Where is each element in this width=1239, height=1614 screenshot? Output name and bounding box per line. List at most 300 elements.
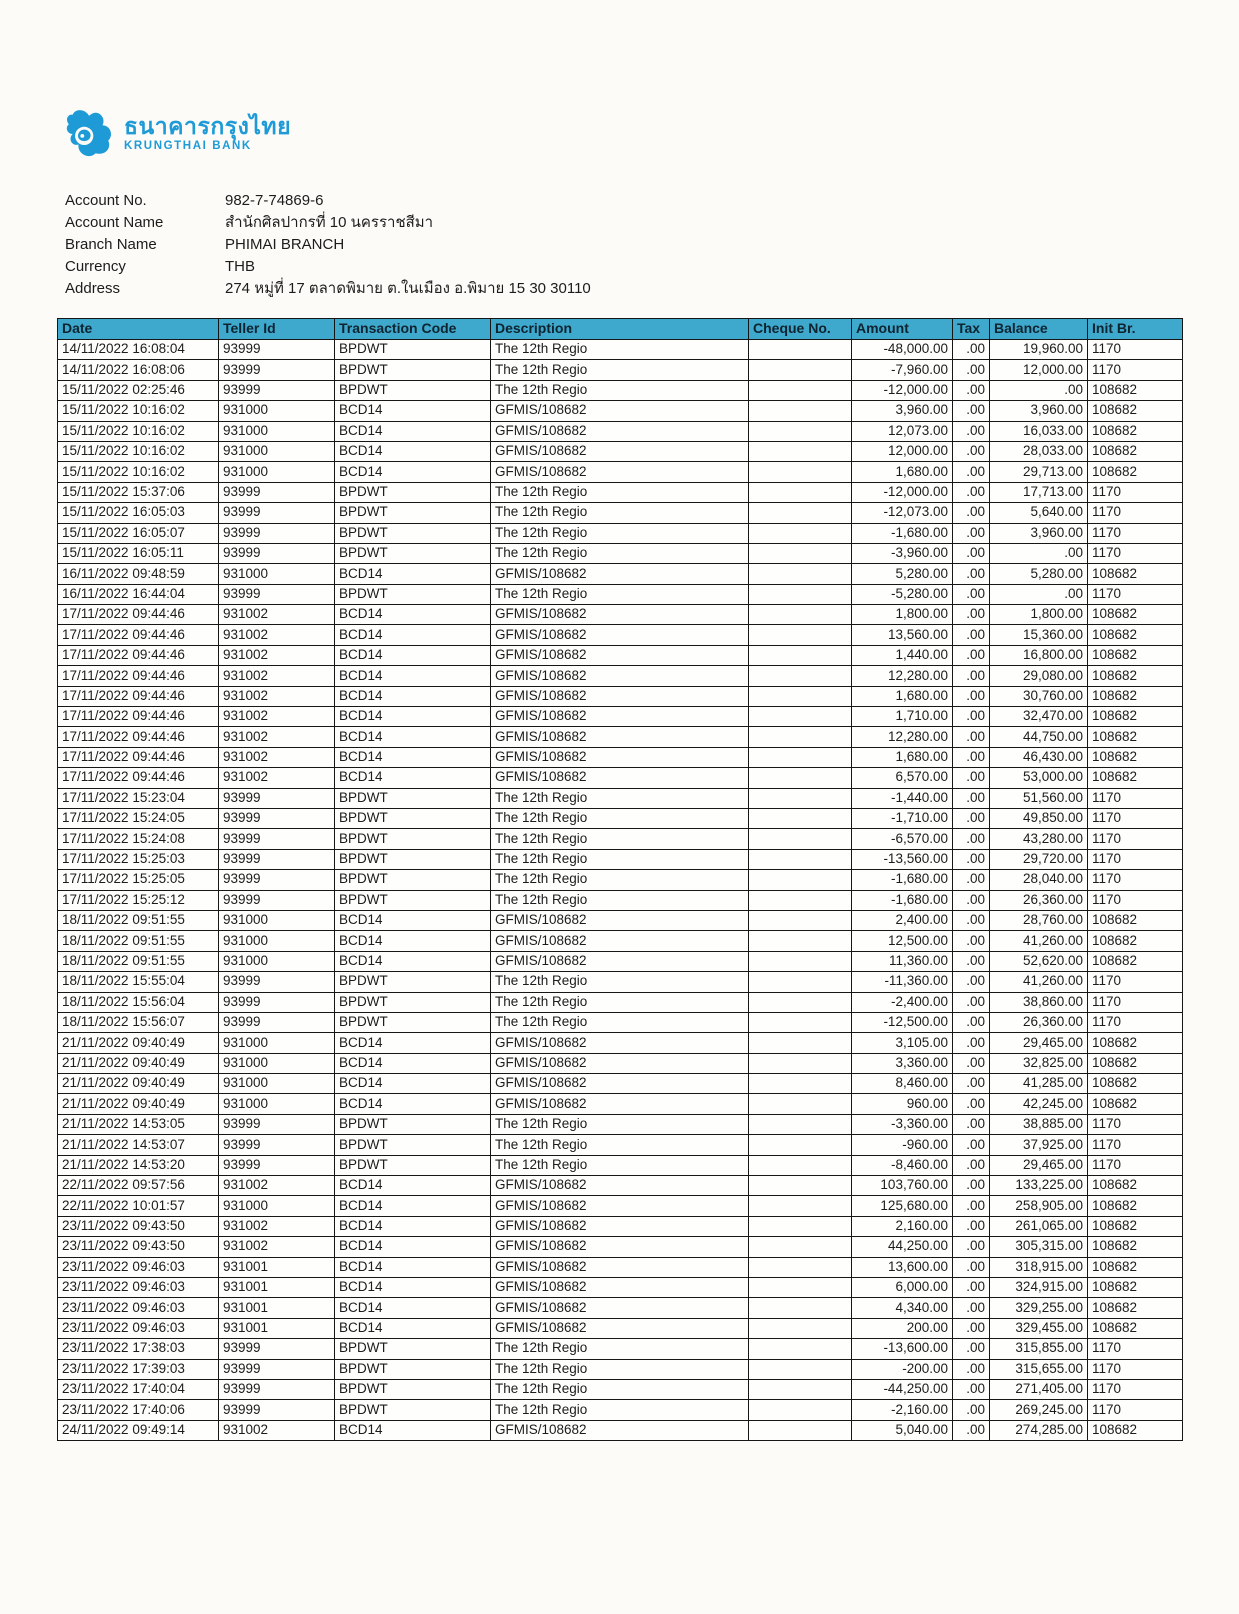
cell-init-br: 108682 bbox=[1088, 441, 1183, 461]
cell-cheque-no bbox=[749, 1318, 852, 1338]
cell-description: The 12th Regio bbox=[491, 1339, 749, 1359]
cell-tax: .00 bbox=[953, 421, 990, 441]
cell-init-br: 1170 bbox=[1088, 992, 1183, 1012]
cell-description: GFMIS/108682 bbox=[491, 727, 749, 747]
cell-transaction-code: BCD14 bbox=[335, 421, 491, 441]
cell-tax: .00 bbox=[953, 401, 990, 421]
branch-name-row bbox=[65, 234, 591, 256]
cell-description: The 12th Regio bbox=[491, 543, 749, 563]
cell-init-br: 1170 bbox=[1088, 543, 1183, 563]
cell-balance: .00 bbox=[990, 380, 1088, 400]
cell-teller-id: 93999 bbox=[219, 1155, 335, 1175]
cell-date: 17/11/2022 09:44:46 bbox=[58, 686, 219, 706]
cell-description: GFMIS/108682 bbox=[491, 1298, 749, 1318]
cell-teller-id: 931002 bbox=[219, 1420, 335, 1440]
cell-amount: 1,440.00 bbox=[852, 645, 953, 665]
cell-cheque-no bbox=[749, 1359, 852, 1379]
cell-init-br: 108682 bbox=[1088, 747, 1183, 767]
cell-date: 23/11/2022 09:46:03 bbox=[58, 1277, 219, 1297]
cell-init-br: 1170 bbox=[1088, 788, 1183, 808]
cell-transaction-code: BPDWT bbox=[335, 360, 491, 380]
cell-description: GFMIS/108682 bbox=[491, 1237, 749, 1257]
cell-tax: .00 bbox=[953, 788, 990, 808]
cell-tax: .00 bbox=[953, 1012, 990, 1032]
cell-amount: -7,960.00 bbox=[852, 360, 953, 380]
cell-balance: 41,260.00 bbox=[990, 931, 1088, 951]
cell-description: GFMIS/108682 bbox=[491, 1033, 749, 1053]
cell-transaction-code: BCD14 bbox=[335, 441, 491, 461]
cell-cheque-no bbox=[749, 1176, 852, 1196]
cell-cheque-no bbox=[749, 951, 852, 971]
cell-cheque-no bbox=[749, 849, 852, 869]
transaction-row bbox=[58, 1420, 1183, 1440]
cell-date: 15/11/2022 16:05:07 bbox=[58, 523, 219, 543]
cell-amount: 8,460.00 bbox=[852, 1074, 953, 1094]
cell-balance: 44,750.00 bbox=[990, 727, 1088, 747]
cell-init-br: 108682 bbox=[1088, 910, 1183, 930]
cell-date: 23/11/2022 09:43:50 bbox=[58, 1237, 219, 1257]
cell-init-br: 1170 bbox=[1088, 1339, 1183, 1359]
cell-cheque-no bbox=[749, 584, 852, 604]
cell-init-br: 108682 bbox=[1088, 686, 1183, 706]
cell-teller-id: 93999 bbox=[219, 1339, 335, 1359]
cell-cheque-no bbox=[749, 808, 852, 828]
cell-balance: 315,855.00 bbox=[990, 1339, 1088, 1359]
cell-date: 23/11/2022 09:46:03 bbox=[58, 1298, 219, 1318]
cell-balance: 29,720.00 bbox=[990, 849, 1088, 869]
cell-cheque-no bbox=[749, 482, 852, 502]
transaction-row bbox=[58, 645, 1183, 665]
cell-tax: .00 bbox=[953, 360, 990, 380]
cell-amount: -2,400.00 bbox=[852, 992, 953, 1012]
cell-transaction-code: BCD14 bbox=[335, 462, 491, 482]
cell-teller-id: 931002 bbox=[219, 666, 335, 686]
cell-cheque-no bbox=[749, 1216, 852, 1236]
cell-tax: .00 bbox=[953, 666, 990, 686]
cell-init-br: 108682 bbox=[1088, 380, 1183, 400]
cell-description: The 12th Regio bbox=[491, 584, 749, 604]
transaction-row bbox=[58, 1114, 1183, 1134]
cell-balance: 26,360.00 bbox=[990, 1012, 1088, 1032]
transaction-row bbox=[58, 1094, 1183, 1114]
cell-cheque-no bbox=[749, 645, 852, 665]
transaction-row bbox=[58, 808, 1183, 828]
cell-description: GFMIS/108682 bbox=[491, 1053, 749, 1073]
cell-balance: 318,915.00 bbox=[990, 1257, 1088, 1277]
bank-name-thai: ธนาคารกรุงไทย bbox=[124, 112, 292, 139]
cell-balance: 38,885.00 bbox=[990, 1114, 1088, 1134]
cell-teller-id: 93999 bbox=[219, 1400, 335, 1420]
cell-date: 14/11/2022 16:08:04 bbox=[58, 340, 219, 360]
cell-balance: 305,315.00 bbox=[990, 1237, 1088, 1257]
cell-date: 23/11/2022 17:38:03 bbox=[58, 1339, 219, 1359]
cell-balance: 51,560.00 bbox=[990, 788, 1088, 808]
cell-description: GFMIS/108682 bbox=[491, 1216, 749, 1236]
cell-transaction-code: BPDWT bbox=[335, 380, 491, 400]
cell-teller-id: 931002 bbox=[219, 768, 335, 788]
cell-init-br: 108682 bbox=[1088, 768, 1183, 788]
cell-balance: 26,360.00 bbox=[990, 890, 1088, 910]
cell-tax: .00 bbox=[953, 625, 990, 645]
cell-description: GFMIS/108682 bbox=[491, 1074, 749, 1094]
cell-tax: .00 bbox=[953, 727, 990, 747]
cell-tax: .00 bbox=[953, 1359, 990, 1379]
cell-teller-id: 93999 bbox=[219, 360, 335, 380]
header-teller-id: Teller Id bbox=[219, 319, 335, 340]
cell-description: GFMIS/108682 bbox=[491, 605, 749, 625]
cell-transaction-code: BCD14 bbox=[335, 1216, 491, 1236]
cell-transaction-code: BCD14 bbox=[335, 1237, 491, 1257]
cell-amount: -44,250.00 bbox=[852, 1379, 953, 1399]
cell-amount: -12,073.00 bbox=[852, 503, 953, 523]
cell-amount: -11,360.00 bbox=[852, 972, 953, 992]
cell-amount: 13,560.00 bbox=[852, 625, 953, 645]
cell-balance: 12,000.00 bbox=[990, 360, 1088, 380]
cell-teller-id: 931000 bbox=[219, 441, 335, 461]
cell-teller-id: 931000 bbox=[219, 1196, 335, 1216]
cell-init-br: 1170 bbox=[1088, 870, 1183, 890]
cell-balance: 16,800.00 bbox=[990, 645, 1088, 665]
cell-transaction-code: BPDWT bbox=[335, 992, 491, 1012]
cell-date: 17/11/2022 09:44:46 bbox=[58, 625, 219, 645]
cell-date: 18/11/2022 09:51:55 bbox=[58, 910, 219, 930]
cell-description: GFMIS/108682 bbox=[491, 768, 749, 788]
cell-tax: .00 bbox=[953, 870, 990, 890]
cell-transaction-code: BCD14 bbox=[335, 625, 491, 645]
transaction-row bbox=[58, 1359, 1183, 1379]
cell-cheque-no bbox=[749, 1053, 852, 1073]
cell-init-br: 1170 bbox=[1088, 340, 1183, 360]
cell-cheque-no bbox=[749, 1155, 852, 1175]
cell-teller-id: 931000 bbox=[219, 421, 335, 441]
cell-init-br: 1170 bbox=[1088, 849, 1183, 869]
cell-description: The 12th Regio bbox=[491, 972, 749, 992]
cell-transaction-code: BCD14 bbox=[335, 707, 491, 727]
transaction-row bbox=[58, 666, 1183, 686]
cell-transaction-code: BCD14 bbox=[335, 1176, 491, 1196]
cell-balance: 16,033.00 bbox=[990, 421, 1088, 441]
transaction-row bbox=[58, 503, 1183, 523]
cell-tax: .00 bbox=[953, 910, 990, 930]
cell-description: The 12th Regio bbox=[491, 992, 749, 1012]
cell-tax: .00 bbox=[953, 1318, 990, 1338]
cell-tax: .00 bbox=[953, 1257, 990, 1277]
cell-date: 23/11/2022 17:39:03 bbox=[58, 1359, 219, 1379]
cell-description: GFMIS/108682 bbox=[491, 401, 749, 421]
transaction-row bbox=[58, 1012, 1183, 1032]
cell-balance: 46,430.00 bbox=[990, 747, 1088, 767]
cell-cheque-no bbox=[749, 421, 852, 441]
cell-teller-id: 931000 bbox=[219, 1053, 335, 1073]
cell-cheque-no bbox=[749, 666, 852, 686]
cell-description: The 12th Regio bbox=[491, 1155, 749, 1175]
cell-date: 17/11/2022 09:44:46 bbox=[58, 666, 219, 686]
cell-cheque-no bbox=[749, 992, 852, 1012]
cell-transaction-code: BCD14 bbox=[335, 1053, 491, 1073]
cell-teller-id: 93999 bbox=[219, 380, 335, 400]
account-info-block bbox=[65, 190, 591, 300]
cell-date: 15/11/2022 10:16:02 bbox=[58, 441, 219, 461]
cell-teller-id: 93999 bbox=[219, 788, 335, 808]
cell-balance: 15,360.00 bbox=[990, 625, 1088, 645]
cell-transaction-code: BPDWT bbox=[335, 829, 491, 849]
transaction-row bbox=[58, 992, 1183, 1012]
cell-amount: 2,400.00 bbox=[852, 910, 953, 930]
cell-tax: .00 bbox=[953, 747, 990, 767]
cell-init-br: 1170 bbox=[1088, 808, 1183, 828]
cell-amount: 11,360.00 bbox=[852, 951, 953, 971]
cell-date: 17/11/2022 15:25:03 bbox=[58, 849, 219, 869]
transaction-row bbox=[58, 1379, 1183, 1399]
cell-transaction-code: BCD14 bbox=[335, 1196, 491, 1216]
cell-tax: .00 bbox=[953, 441, 990, 461]
cell-description: GFMIS/108682 bbox=[491, 707, 749, 727]
transaction-row bbox=[58, 727, 1183, 747]
cell-date: 17/11/2022 15:25:12 bbox=[58, 890, 219, 910]
cell-tax: .00 bbox=[953, 1298, 990, 1318]
transaction-row bbox=[58, 1176, 1183, 1196]
cell-teller-id: 931000 bbox=[219, 462, 335, 482]
transaction-row bbox=[58, 951, 1183, 971]
cell-teller-id: 93999 bbox=[219, 870, 335, 890]
cell-balance: 19,960.00 bbox=[990, 340, 1088, 360]
currency-value: THB bbox=[225, 258, 255, 275]
transaction-row bbox=[58, 441, 1183, 461]
cell-balance: 29,080.00 bbox=[990, 666, 1088, 686]
cell-transaction-code: BPDWT bbox=[335, 482, 491, 502]
cell-init-br: 108682 bbox=[1088, 462, 1183, 482]
cell-transaction-code: BPDWT bbox=[335, 890, 491, 910]
cell-teller-id: 931000 bbox=[219, 1074, 335, 1094]
cell-cheque-no bbox=[749, 1298, 852, 1318]
cell-init-br: 108682 bbox=[1088, 1318, 1183, 1338]
cell-init-br: 108682 bbox=[1088, 605, 1183, 625]
header-cheque-no: Cheque No. bbox=[749, 319, 852, 340]
cell-teller-id: 93999 bbox=[219, 808, 335, 828]
transaction-row bbox=[58, 829, 1183, 849]
cell-description: GFMIS/108682 bbox=[491, 625, 749, 645]
cell-cheque-no bbox=[749, 829, 852, 849]
transaction-row bbox=[58, 1135, 1183, 1155]
cell-amount: 12,500.00 bbox=[852, 931, 953, 951]
cell-amount: 2,160.00 bbox=[852, 1216, 953, 1236]
cell-init-br: 108682 bbox=[1088, 931, 1183, 951]
cell-amount: -48,000.00 bbox=[852, 340, 953, 360]
cell-balance: 28,033.00 bbox=[990, 441, 1088, 461]
cell-cheque-no bbox=[749, 523, 852, 543]
cell-transaction-code: BCD14 bbox=[335, 951, 491, 971]
cell-teller-id: 931002 bbox=[219, 727, 335, 747]
cell-tax: .00 bbox=[953, 1400, 990, 1420]
cell-amount: 12,073.00 bbox=[852, 421, 953, 441]
cell-description: GFMIS/108682 bbox=[491, 1318, 749, 1338]
cell-cheque-no bbox=[749, 1074, 852, 1094]
transaction-row bbox=[58, 523, 1183, 543]
cell-date: 23/11/2022 09:46:03 bbox=[58, 1318, 219, 1338]
cell-amount: 44,250.00 bbox=[852, 1237, 953, 1257]
cell-teller-id: 931002 bbox=[219, 645, 335, 665]
cell-teller-id: 93999 bbox=[219, 584, 335, 604]
cell-transaction-code: BPDWT bbox=[335, 788, 491, 808]
cell-init-br: 108682 bbox=[1088, 1033, 1183, 1053]
cell-transaction-code: BPDWT bbox=[335, 340, 491, 360]
cell-cheque-no bbox=[749, 972, 852, 992]
cell-description: GFMIS/108682 bbox=[491, 1196, 749, 1216]
cell-teller-id: 93999 bbox=[219, 849, 335, 869]
cell-description: GFMIS/108682 bbox=[491, 462, 749, 482]
cell-amount: 960.00 bbox=[852, 1094, 953, 1114]
header-amount: Amount bbox=[852, 319, 953, 340]
cell-amount: -1,440.00 bbox=[852, 788, 953, 808]
cell-balance: 3,960.00 bbox=[990, 401, 1088, 421]
cell-tax: .00 bbox=[953, 523, 990, 543]
cell-cheque-no bbox=[749, 686, 852, 706]
cell-cheque-no bbox=[749, 360, 852, 380]
cell-amount: 1,680.00 bbox=[852, 686, 953, 706]
cell-transaction-code: BPDWT bbox=[335, 543, 491, 563]
cell-cheque-no bbox=[749, 605, 852, 625]
cell-transaction-code: BCD14 bbox=[335, 931, 491, 951]
transaction-row bbox=[58, 1339, 1183, 1359]
cell-date: 24/11/2022 09:49:14 bbox=[58, 1420, 219, 1440]
cell-balance: 43,280.00 bbox=[990, 829, 1088, 849]
cell-teller-id: 93999 bbox=[219, 829, 335, 849]
table-header-row bbox=[58, 319, 1183, 340]
transaction-row bbox=[58, 910, 1183, 930]
cell-tax: .00 bbox=[953, 1237, 990, 1257]
cell-transaction-code: BPDWT bbox=[335, 523, 491, 543]
cell-transaction-code: BCD14 bbox=[335, 727, 491, 747]
cell-date: 17/11/2022 09:44:46 bbox=[58, 747, 219, 767]
cell-tax: .00 bbox=[953, 768, 990, 788]
cell-teller-id: 931002 bbox=[219, 605, 335, 625]
cell-description: The 12th Regio bbox=[491, 340, 749, 360]
transactions-table bbox=[57, 318, 1183, 1441]
cell-tax: .00 bbox=[953, 951, 990, 971]
cell-init-br: 108682 bbox=[1088, 1298, 1183, 1318]
cell-transaction-code: BCD14 bbox=[335, 1094, 491, 1114]
cell-cheque-no bbox=[749, 910, 852, 930]
cell-tax: .00 bbox=[953, 1155, 990, 1175]
cell-balance: 329,255.00 bbox=[990, 1298, 1088, 1318]
cell-balance: 41,285.00 bbox=[990, 1074, 1088, 1094]
cell-date: 22/11/2022 10:01:57 bbox=[58, 1196, 219, 1216]
cell-teller-id: 93999 bbox=[219, 340, 335, 360]
cell-teller-id: 93999 bbox=[219, 972, 335, 992]
cell-date: 21/11/2022 14:53:20 bbox=[58, 1155, 219, 1175]
cell-teller-id: 931001 bbox=[219, 1298, 335, 1318]
cell-amount: -1,680.00 bbox=[852, 523, 953, 543]
cell-balance: 271,405.00 bbox=[990, 1379, 1088, 1399]
cell-cheque-no bbox=[749, 1114, 852, 1134]
cell-init-br: 108682 bbox=[1088, 1216, 1183, 1236]
cell-balance: 38,860.00 bbox=[990, 992, 1088, 1012]
cell-balance: 52,620.00 bbox=[990, 951, 1088, 971]
transaction-row bbox=[58, 462, 1183, 482]
cell-teller-id: 93999 bbox=[219, 482, 335, 502]
cell-amount: 5,040.00 bbox=[852, 1420, 953, 1440]
cell-init-br: 108682 bbox=[1088, 1237, 1183, 1257]
cell-transaction-code: BCD14 bbox=[335, 1318, 491, 1338]
cell-date: 21/11/2022 09:40:49 bbox=[58, 1033, 219, 1053]
transaction-row bbox=[58, 931, 1183, 951]
cell-description: GFMIS/108682 bbox=[491, 931, 749, 951]
header-init-br: Init Br. bbox=[1088, 319, 1183, 340]
cell-amount: -6,570.00 bbox=[852, 829, 953, 849]
cell-tax: .00 bbox=[953, 380, 990, 400]
transaction-row bbox=[58, 1033, 1183, 1053]
account-name-value: สำนักศิลปากรที่ 10 นครราชสีมา bbox=[225, 214, 434, 231]
cell-amount: 5,280.00 bbox=[852, 564, 953, 584]
cell-description: The 12th Regio bbox=[491, 870, 749, 890]
cell-cheque-no bbox=[749, 543, 852, 563]
cell-date: 16/11/2022 16:44:04 bbox=[58, 584, 219, 604]
cell-tax: .00 bbox=[953, 605, 990, 625]
cell-description: The 12th Regio bbox=[491, 360, 749, 380]
cell-teller-id: 931002 bbox=[219, 686, 335, 706]
cell-tax: .00 bbox=[953, 931, 990, 951]
cell-balance: 28,760.00 bbox=[990, 910, 1088, 930]
cell-cheque-no bbox=[749, 931, 852, 951]
cell-transaction-code: BCD14 bbox=[335, 1277, 491, 1297]
cell-teller-id: 93999 bbox=[219, 1012, 335, 1032]
cell-date: 15/11/2022 15:37:06 bbox=[58, 482, 219, 502]
cell-tax: .00 bbox=[953, 1379, 990, 1399]
cell-transaction-code: BCD14 bbox=[335, 1033, 491, 1053]
cell-amount: 103,760.00 bbox=[852, 1176, 953, 1196]
transaction-row bbox=[58, 1257, 1183, 1277]
cell-transaction-code: BPDWT bbox=[335, 1339, 491, 1359]
cell-amount: 3,360.00 bbox=[852, 1053, 953, 1073]
cell-init-br: 108682 bbox=[1088, 1420, 1183, 1440]
cell-teller-id: 931002 bbox=[219, 747, 335, 767]
cell-date: 18/11/2022 09:51:55 bbox=[58, 931, 219, 951]
cell-date: 23/11/2022 09:43:50 bbox=[58, 1216, 219, 1236]
cell-amount: 12,000.00 bbox=[852, 441, 953, 461]
cell-cheque-no bbox=[749, 1135, 852, 1155]
cell-balance: 41,260.00 bbox=[990, 972, 1088, 992]
cell-transaction-code: BPDWT bbox=[335, 1379, 491, 1399]
transaction-row bbox=[58, 870, 1183, 890]
cell-init-br: 1170 bbox=[1088, 1359, 1183, 1379]
cell-init-br: 108682 bbox=[1088, 1277, 1183, 1297]
cell-tax: .00 bbox=[953, 808, 990, 828]
cell-cheque-no bbox=[749, 1420, 852, 1440]
cell-description: GFMIS/108682 bbox=[491, 666, 749, 686]
cell-date: 18/11/2022 15:56:07 bbox=[58, 1012, 219, 1032]
cell-description: The 12th Regio bbox=[491, 829, 749, 849]
cell-cheque-no bbox=[749, 1379, 852, 1399]
cell-date: 21/11/2022 14:53:07 bbox=[58, 1135, 219, 1155]
transaction-row bbox=[58, 605, 1183, 625]
cell-amount: -3,960.00 bbox=[852, 543, 953, 563]
cell-tax: .00 bbox=[953, 1114, 990, 1134]
cell-balance: 49,850.00 bbox=[990, 808, 1088, 828]
cell-tax: .00 bbox=[953, 1196, 990, 1216]
cell-transaction-code: BPDWT bbox=[335, 1135, 491, 1155]
cell-description: The 12th Regio bbox=[491, 523, 749, 543]
cell-init-br: 108682 bbox=[1088, 1053, 1183, 1073]
transaction-row bbox=[58, 1196, 1183, 1216]
cell-init-br: 1170 bbox=[1088, 503, 1183, 523]
cell-init-br: 1170 bbox=[1088, 360, 1183, 380]
cell-description: The 12th Regio bbox=[491, 482, 749, 502]
transaction-row bbox=[58, 1298, 1183, 1318]
cell-tax: .00 bbox=[953, 564, 990, 584]
transaction-row bbox=[58, 564, 1183, 584]
cell-teller-id: 93999 bbox=[219, 503, 335, 523]
bank-name-english: KRUNGTHAI BANK bbox=[124, 140, 252, 153]
